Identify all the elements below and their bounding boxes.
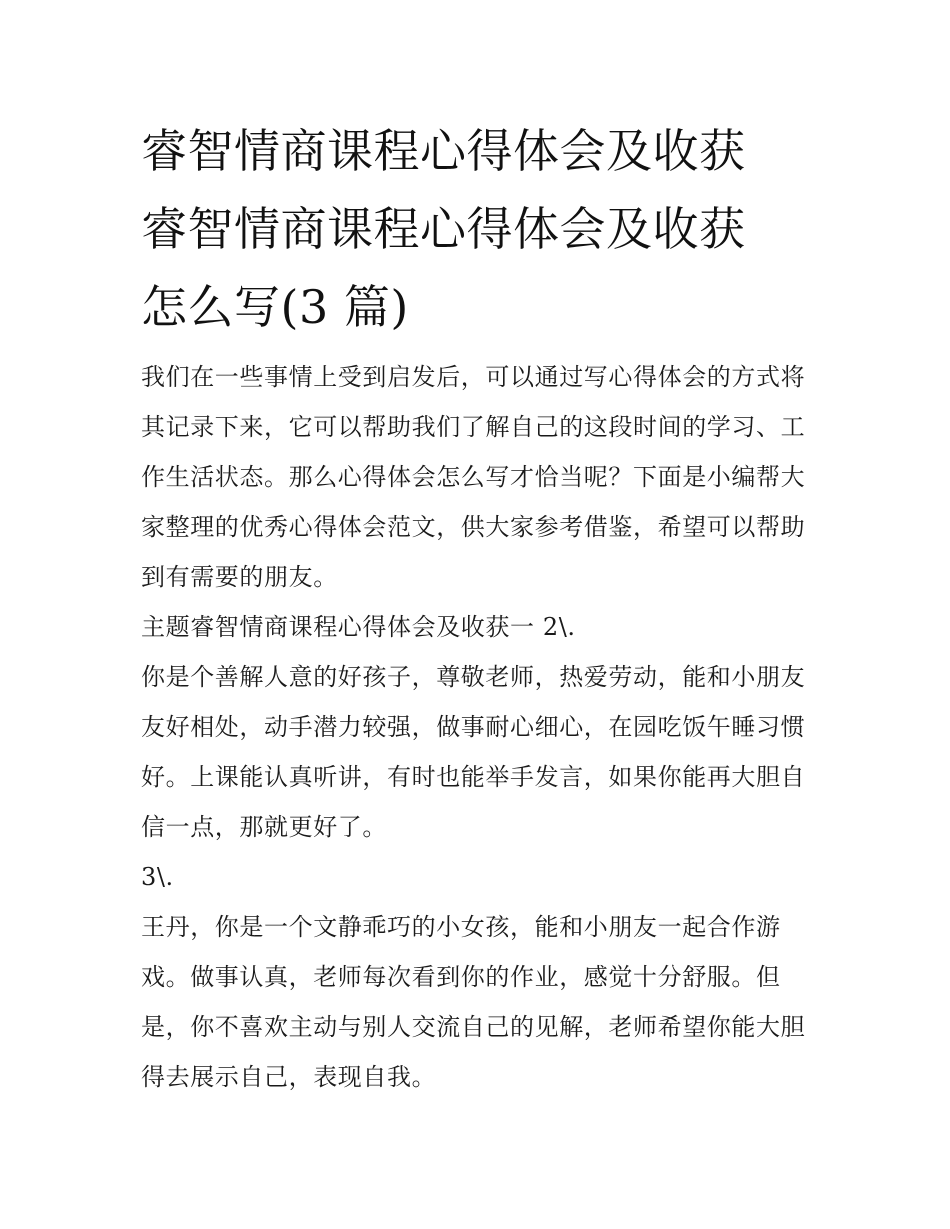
comment-paragraph: 你是个善解人意的好孩子，尊敬老师，热爱劳动，能和小朋友友好相处，动手潜力较强，做事耐心细心，在园吃饭午睡习惯好。上课能认真听讲，有时也能举手发言，如果你能再大胆自信一点，那就更好了。 [141, 663, 806, 841]
intro-paragraph: 我们在一些事情上受到启发后，可以通过写心得体会的方式将其记录下来，它可以帮助我们了解自己的这段时间的学习、工作生活状态。那么心得体会怎么写才恰当呢？下面是小编帮大家整理的优秀心得体会范文，供大家参考借鉴，希望可以帮助到有需要的朋友。 [141, 363, 806, 591]
title-line: 睿智情商课程心得体会及收获 [141, 202, 746, 256]
document-title [141, 112, 817, 346]
comment-paragraph: 王丹，你是一个文静乖巧的小女孩，能和小朋友一起合作游戏。做事认真，老师每次看到你的作业，感觉十分舒服。但是，你不喜欢主动与别人交流自己的见解，老师希望你能大胆得去展示自己，表现自我。 [141, 913, 806, 1091]
section-number-paragraph: 3\. [141, 863, 174, 891]
title-line: 睿智情商课程心得体会及收获 [141, 124, 746, 178]
title-line: 怎么写(3 篇) [141, 280, 409, 334]
section-heading-paragraph: 主题睿智情商课程心得体会及收获一 2\. [141, 613, 576, 641]
document-body [141, 112, 817, 1102]
